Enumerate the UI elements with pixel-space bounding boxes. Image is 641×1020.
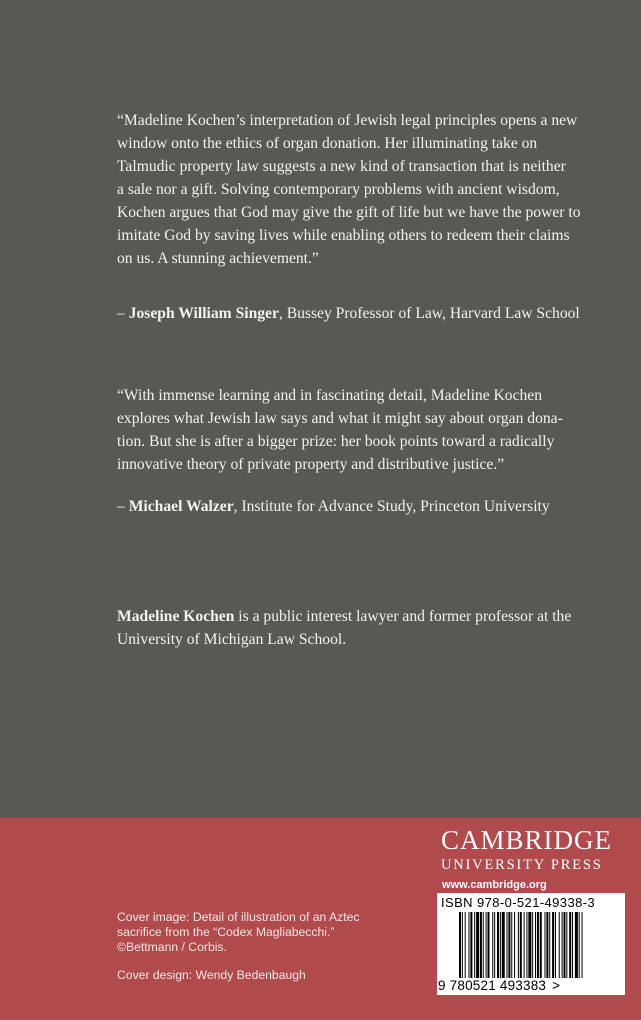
dash: –: [117, 305, 129, 322]
barcode-bar: [566, 912, 567, 978]
barcode-bar: [480, 912, 482, 978]
barcode-bar: [465, 912, 466, 978]
barcode-bar: [486, 912, 487, 978]
barcode-bar: [518, 912, 519, 978]
barcode-bar: [511, 912, 512, 978]
publisher-logo: [441, 826, 611, 892]
quiet-zone-marker: >: [552, 978, 561, 993]
endorser-affiliation: , Bussey Professor of Law, Harvard Law School: [278, 305, 580, 322]
barcode-bar: [555, 912, 556, 978]
attribution-singer: [117, 302, 607, 325]
barcode-bar: [540, 912, 542, 978]
barcode-digits: [438, 978, 560, 993]
author-name: Madeline Kochen: [117, 608, 235, 625]
barcode-bar: [528, 912, 531, 978]
barcode-bar: [572, 912, 573, 978]
barcode-bar: [562, 912, 563, 978]
quote-line: “Madeline Kochen’s interpretation of Jewish legal principles opens a new: [117, 112, 578, 129]
barcode-bar: [520, 912, 522, 978]
credit-line: sacrifice from the “Codex Magliabecchi.”: [117, 925, 335, 939]
barcode-bar: [474, 912, 475, 978]
quote-line: Kochen argues that God may give the gift of life but we have the power to: [117, 204, 581, 221]
author-bio: [117, 605, 594, 651]
barcode-bar: [488, 912, 490, 978]
blurb-quote-singer: [117, 109, 594, 270]
endorser-name: Joseph William Singer: [128, 305, 279, 322]
barcode-bar: [546, 912, 548, 978]
quote-line: imitate God by saving lives while enabling others to redeem their claims: [117, 227, 570, 244]
barcode-bar: [500, 912, 501, 978]
publisher-subtitle: UNIVERSITY PRESS: [441, 857, 603, 873]
barcode-bar: [537, 912, 539, 978]
barcode-bar: [535, 912, 536, 978]
quote-line: “With immense learning and in fascinating detail, Madeline Kochen: [117, 387, 543, 404]
barcode-bar: [483, 912, 484, 978]
barcode-bar: [579, 912, 580, 978]
quote-line: Talmudic property law suggests a new kind of transaction that is neither: [117, 158, 566, 175]
endorser-affiliation: , Institute for Advance Study, Princeton University: [233, 498, 550, 515]
barcode-bars: [459, 912, 609, 978]
barcode-bar: [549, 912, 550, 978]
quote-line: on us. A stunning achievement.”: [117, 250, 319, 267]
cover-design-credit: Cover design: Wendy Bedenbaugh: [117, 968, 306, 982]
barcode-bar: [502, 912, 505, 978]
barcode-bar: [564, 912, 566, 978]
bio-text: is a public interest lawyer and former professor at the: [234, 608, 572, 625]
barcode-bar: [582, 912, 583, 978]
barcode-bar: [469, 912, 470, 978]
barcode-bar: [507, 912, 508, 978]
publisher-name: CAMBRIDGE: [441, 825, 613, 855]
quote-line: a sale nor a gift. Solving contemporary problems with ancient wisdom,: [117, 181, 560, 198]
quote-line: explores what Jewish law says and what it might say about organ dona-: [117, 410, 563, 427]
credit-line: Cover image: Detail of illustration of an Aztec: [117, 910, 360, 924]
barcode-bar: [569, 912, 571, 978]
barcode-bar: [524, 912, 525, 978]
isbn-barcode: [437, 893, 625, 995]
blurb-quote-walzer: [117, 384, 594, 476]
barcode-bar: [497, 912, 499, 978]
barcode-bar: [532, 912, 533, 978]
quote-line: window onto the ethics of organ donation. Her illuminating take on: [117, 135, 538, 152]
barcode-bar: [492, 912, 493, 978]
barcode-number: 9 780521 493383: [438, 978, 547, 993]
barcode-bar: [526, 912, 527, 978]
endorser-name: Michael Walzer: [128, 498, 234, 515]
quote-line: tion. But she is after a bigger prize: her book points toward a radically: [117, 433, 555, 450]
barcode-bar: [462, 912, 463, 978]
barcode-bar: [545, 912, 546, 978]
cover-credits: [117, 910, 407, 983]
publisher-url: www.cambridge.org: [442, 879, 547, 891]
isbn-label: ISBN 978-0-521-49338-3: [441, 895, 596, 910]
barcode-bar: [494, 912, 495, 978]
quote-line: innovative theory of private property and distributive justice.”: [117, 456, 505, 473]
barcode-bar: [514, 912, 515, 978]
barcode-bar: [552, 912, 554, 978]
barcode-bar: [459, 912, 461, 978]
attribution-walzer: [117, 495, 607, 518]
bio-line: University of Michigan Law School.: [117, 631, 347, 648]
barcode-bar: [508, 912, 510, 978]
barcode-bar: [470, 912, 472, 978]
dash: –: [117, 498, 129, 515]
bio-line: [117, 605, 594, 628]
barcode-bar: [559, 912, 560, 978]
credit-line: ©Bettmann / Corbis.: [117, 940, 227, 954]
barcode-bar: [476, 912, 479, 978]
barcode-bar: [575, 912, 578, 978]
